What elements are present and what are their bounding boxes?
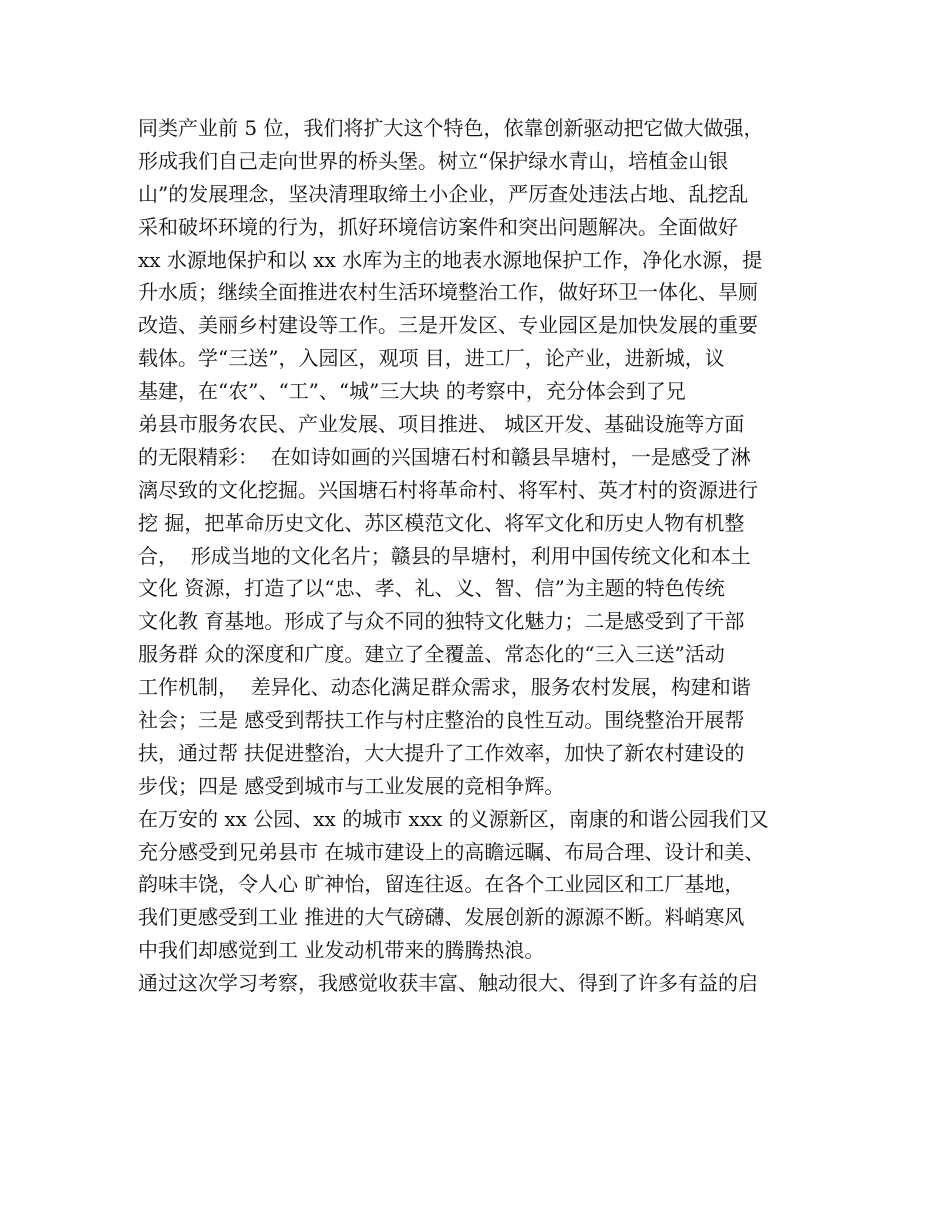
text-line: 通过这次学习考察，我感觉收获丰富、触动很大、得到了许多有益的启 <box>138 971 758 996</box>
text-line: 合， 形成当地的文化名片；赣县的旱塘村，利用中国传统文化和本土 <box>138 543 751 568</box>
text-line: 载体。学“三送”，入园区，观项 目，进工厂，论产业，进新城，议 <box>138 346 725 371</box>
text-line: 挖 掘，把革命历史文化、苏区模范文化、将军文化和历史人物有机整 <box>138 510 745 535</box>
text-line: 改造、美丽乡村建设等工作。三是开发区、专业园区是加快发展的重要 <box>138 313 758 338</box>
text-line: 文化教 育基地。形成了与众不同的独特文化魅力；二是感受到了干部 <box>138 609 745 634</box>
text-line: 基建，在“农”、“工”、“城”三大块 的考察中，充分体会到了兄 <box>138 379 686 404</box>
text-line: 工作机制， 差异化、动态化满足群众需求，服务农村发展，构建和谐 <box>138 675 751 700</box>
text-line: 服务群 众的深度和广度。建立了全覆盖、常态化的“三入三送”活动 <box>138 642 725 667</box>
text-line: 扶，通过帮 扶促进整治，大大提升了工作效率，加快了新农村建设的 <box>138 740 745 765</box>
text-line: 漓尽致的文化挖掘。兴国塘石村将革命村、将军村、英才村的资源进行 <box>138 477 758 502</box>
text-line: xx 水源地保护和以 xx 水库为主的地表水源地保护工作，净化水源，提 <box>138 247 763 272</box>
text-line: 弟县市服务农民、产业发展、项目推进、 城区开发、基础设施等方面 <box>138 412 745 437</box>
text-line: 我们更感受到工业 推进的大气磅礴、发展创新的源源不断。料峭寒风 <box>138 905 745 930</box>
text-line: 的无限精彩： 在如诗如画的兴国塘石村和赣县旱塘村，一是感受了淋 <box>138 444 751 469</box>
text-line: 采和破坏环境的行为，抓好环境信访案件和突出问题解决。全面做好 <box>138 214 738 239</box>
body-text <box>138 112 838 1000</box>
text-line: 步伐；四是 感受到城市与工业发展的竞相争辉。 <box>138 773 565 798</box>
text-line: 同类产业前 5 位，我们将扩大这个特色，依靠创新驱动把它做大做强， <box>138 116 764 140</box>
text-line: 形成我们自己走向世界的桥头堡。树立“保护绿水青山，培植金山银 <box>138 148 729 173</box>
text-line: 中我们却感觉到工 业发动机带来的腾腾热浪。 <box>138 938 545 963</box>
text-line: 山”的发展理念，坚决清理取缔土小企业，严厉查处违法占地、乱挖乱 <box>138 181 749 206</box>
text-line: 升水质；继续全面推进农村生活环境整治工作，做好环卫一体化、旱厕 <box>138 280 758 305</box>
text-line: 在万安的 xx 公园、xx 的城市 xxx 的义源新区，南康的和谐公园我们又 <box>138 806 769 831</box>
text-line: 韵味丰饶，令人心 旷神怡，留连往返。在各个工业园区和工厂基地， <box>138 872 745 897</box>
text-line: 社会；三是 感受到帮扶工作与村庄整治的良性互动。围绕整治开展帮 <box>138 708 745 733</box>
text-line: 充分感受到兄弟县市 在城市建设上的高瞻远瞩、布局合理、设计和美、 <box>138 839 765 864</box>
text-line: 文化 资源，打造了以“忠、孝、礼、义、智、信”为主题的特色传统 <box>138 576 725 601</box>
